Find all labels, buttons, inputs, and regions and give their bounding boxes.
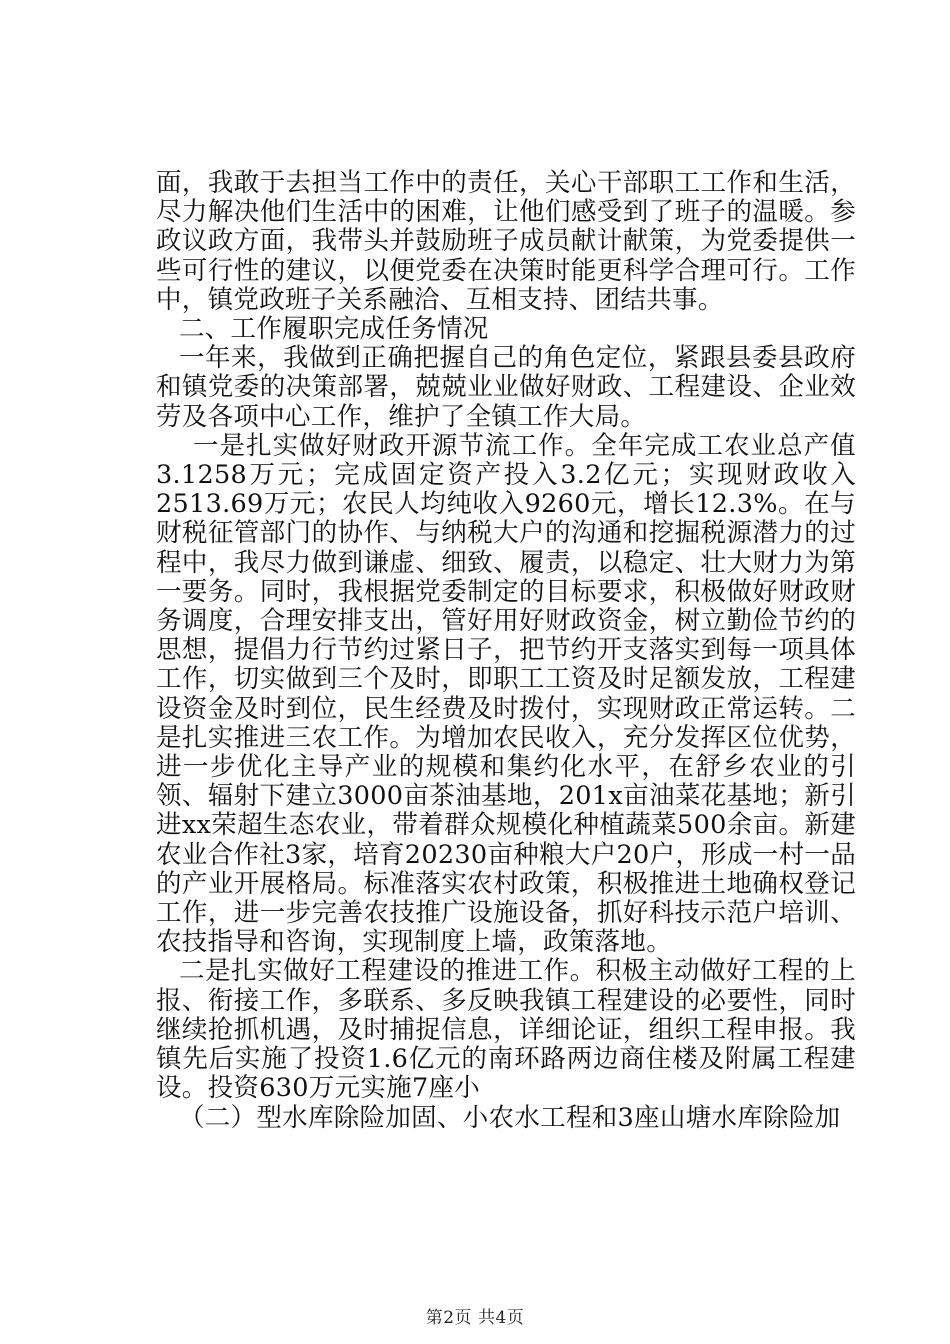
paragraph-4: 二是扎实做好工程建设的推进工作。积极主动做好工程的上报、衔接工作，多联系、多反映我镇工程建设的必要性，同时继续抢抓机遇，及时捕捉信息，详细论证，组织工程申报。我镇先后实施了投资1.6亿元的南环路两边商住楼及附属工程建设。投资630万元实施7座小	[156, 956, 856, 1104]
document-body	[156, 169, 856, 1133]
page-number-footer: 第2页 共4页	[425, 1308, 525, 1328]
paragraph-5: （二）型水库除险加固、小农水工程和3座山塘水库除险加	[178, 1102, 841, 1133]
section-heading: 二、工作履职完成任务情况	[178, 314, 489, 345]
paragraph-2: 一年来，我做到正确把握自己的角色定位，紧跟县委县政府和镇党委的决策部署，兢兢业业做好财政、工程建设、企业效劳及各项中心工作，维护了全镇工作大局。	[156, 343, 856, 432]
paragraph-3: 一是扎实做好财政开源节流工作。全年完成工农业总产值3.1258万元；完成固定资产投入3.2亿元；实现财政收入2513.69万元；农民人均纯收入9260元，增长12.3%。在与财税征管部门的协作、与纳税大户的沟通和挖掘税源潜力的过程中，我尽力做到谦虚、细致、履责，以稳定、壮大财力为第一要务。同时，我根据党委制定的目标要求，积极做好财政财务调度，合理安排支出，管好用好财政资金，树立勤俭节约的思想，提倡力行节约过紧日子，把节约开支落实到每一项具体工作，切实做到三个及时，即职工工资及时足额发放，工程建设资金及时到位，民生经费及时拨付，实现财政正常运转。二是扎实推进三农工作。为增加农民收入，充分发挥区位优势，进一步优化主导产业的规模和集约化水平，在舒乡农业的引领、辐射下建立3000亩茶油基地，201x亩油菜花基地；新引进xx荣超生态农业，带着群众规模化种植蔬菜500余亩。新建农业合作社3家，培育20230亩种粮大户20户，形成一村一品的产业开展格局。标准落实农村政策，积极推进土地确权登记工作，进一步完善农技推广设施设备，抓好科技示范户培训、农技指导和咨询，实现制度上墙，政策落地。	[156, 430, 856, 958]
paragraph-1: 面，我敢于去担当工作中的责任，关心干部职工工作和生活，尽力解决他们生活中的困难，让他们感受到了班子的温暖。参政议政方面，我带头并鼓励班子成员献计献策，为党委提供一些可行性的建议，以便党委在决策时能更科学合理可行。工作中，镇党政班子关系融洽、互相支持、团结共事。	[156, 168, 856, 315]
